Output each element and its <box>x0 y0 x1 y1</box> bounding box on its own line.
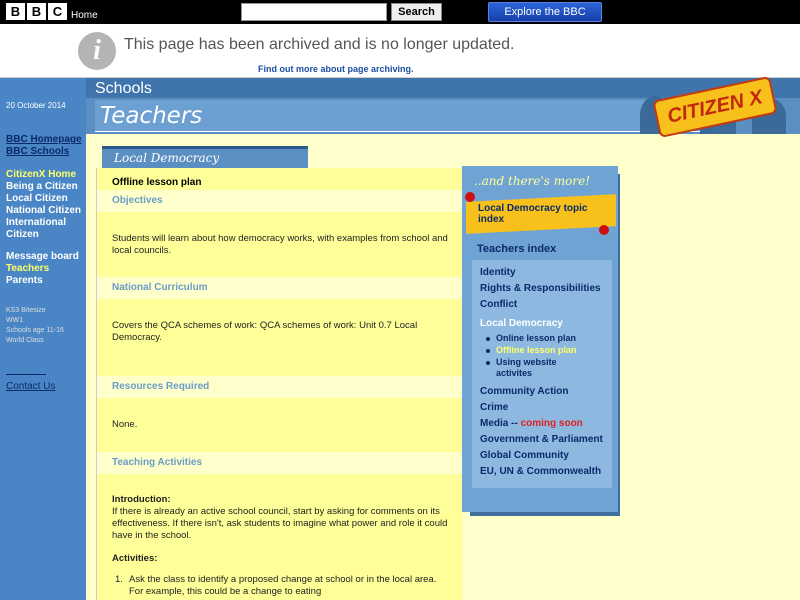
sidebar-link-national-citizen[interactable]: National Citizen <box>6 205 82 216</box>
lesson-title: Offline lesson plan <box>112 177 202 188</box>
sidebar-link-teachers[interactable]: Teachers <box>6 263 50 274</box>
topic-index-label[interactable] <box>478 203 588 225</box>
sidebar-link-bbc-homepage[interactable]: BBC Homepage <box>6 134 82 145</box>
panel-link-crime[interactable]: Crime <box>480 402 509 413</box>
bbc-logo-letter: B <box>27 3 46 20</box>
sidebar-link-international[interactable]: International <box>6 217 67 228</box>
sidebar-link-ww1[interactable]: WW1 <box>6 317 24 324</box>
lesson-content <box>96 168 462 600</box>
bbc-logo-letter: C <box>48 3 67 20</box>
curriculum-text: Covers the QCA schemes of work: QCA schemes of work: Unit 0.7 Local Democracy. <box>112 320 418 343</box>
search-input[interactable] <box>241 3 387 21</box>
panel-link-community-action[interactable]: Community Action <box>480 386 569 397</box>
bullet-icon <box>486 337 490 341</box>
search-button[interactable]: Search <box>391 3 442 21</box>
sidebar-link-message-board[interactable]: Message board <box>6 251 79 262</box>
panel-link-government[interactable]: Government & Parliament <box>480 434 603 445</box>
archive-info-link[interactable]: Find out more about page archiving. <box>258 64 414 74</box>
sidebar-link-parents[interactable]: Parents <box>6 275 43 286</box>
sidebar-link-bbc-schools[interactable]: BBC Schools <box>6 146 70 157</box>
coming-soon-label: coming soon <box>520 418 583 429</box>
panel-link-identity[interactable]: Identity <box>480 267 516 278</box>
date-label: 20 October 2014 <box>6 101 66 110</box>
sidebar-link-being-a-citizen[interactable]: Being a Citizen <box>6 181 78 192</box>
info-icon: i <box>78 32 116 70</box>
sidebar-link-citizen[interactable]: Citizen <box>6 229 39 240</box>
bbc-top-bar <box>0 0 800 24</box>
panel-link-media[interactable] <box>480 418 583 429</box>
section-heading-resources: Resources Required <box>97 376 463 398</box>
divider <box>6 374 46 375</box>
section-heading-activities: Teaching Activities <box>97 452 463 474</box>
pin-icon <box>465 192 475 202</box>
section-title[interactable]: Schools <box>95 80 152 97</box>
section-heading-curriculum: National Curriculum <box>97 277 463 299</box>
bullet-icon <box>486 349 490 353</box>
citizenx-logo-text: CITIZEN X <box>652 76 777 138</box>
panel-link-eu-un[interactable]: EU, UN & Commonwealth <box>480 466 602 477</box>
sidebar-link-schools-11-16[interactable]: Schools age 11-16 <box>6 327 64 334</box>
activity-item <box>115 574 445 598</box>
sidebar-link-world-class[interactable]: World Class <box>6 337 44 344</box>
bbc-home-link[interactable]: Home <box>71 10 98 21</box>
bbc-logo-letter: B <box>6 3 25 20</box>
panel-current-local-democracy[interactable]: Local Democracy <box>480 318 563 329</box>
sidebar-link-citizenx-home[interactable]: CitizenX Home <box>6 169 77 180</box>
section-heading-objectives: Objectives <box>97 190 463 212</box>
more-heading: ..and there's more! <box>474 174 591 188</box>
objectives-text: Students will learn about how democracy works, with examples from school and local councils. <box>112 233 448 256</box>
activities-heading: Activities: <box>112 553 158 564</box>
list-number: 1. <box>115 574 123 585</box>
activity-text: Ask the class to identify a proposed change at school or in the local area. For example, this could be a change to eating <box>129 574 437 597</box>
content-tab <box>102 146 308 168</box>
panel-sub-offline-plan[interactable]: Offline lesson plan <box>496 345 577 355</box>
teachers-index-title[interactable]: Teachers index <box>477 243 557 255</box>
sidebar-link-ks3-bitesize[interactable]: KS3 Bitesize <box>6 307 46 314</box>
panel-sub-website-activities[interactable]: Using website activites <box>496 357 557 378</box>
content-tab-label: Local Democracy <box>114 151 220 165</box>
explore-bbc-button[interactable]: Explore the BBC <box>488 2 602 22</box>
media-label: Media -- <box>480 418 518 429</box>
bbc-logo[interactable] <box>6 3 67 20</box>
resources-text: None. <box>112 419 138 430</box>
panel-link-global[interactable]: Global Community <box>480 450 569 461</box>
sidebar-link-local-citizen[interactable]: Local Citizen <box>6 193 68 204</box>
page-title: Teachers <box>100 103 203 129</box>
contact-us-link[interactable]: Contact Us <box>6 381 56 392</box>
panel-sub-online-plan[interactable]: Online lesson plan <box>496 333 577 343</box>
pin-icon <box>599 225 609 235</box>
intro-text: If there is already an active school council, start by asking for comments on its effectiveness. If there isn't, ask students to imagine what power and role it could have in the school. <box>112 506 448 541</box>
topic-index-text: Local Democracy topic index <box>478 203 588 225</box>
bullet-icon <box>486 361 490 365</box>
archive-message: This page has been archived and is no longer updated. <box>124 36 515 53</box>
panel-link-rights[interactable]: Rights & Responsibilities <box>480 283 601 294</box>
intro-heading: Introduction: <box>112 494 171 505</box>
panel-link-conflict[interactable]: Conflict <box>480 299 518 310</box>
